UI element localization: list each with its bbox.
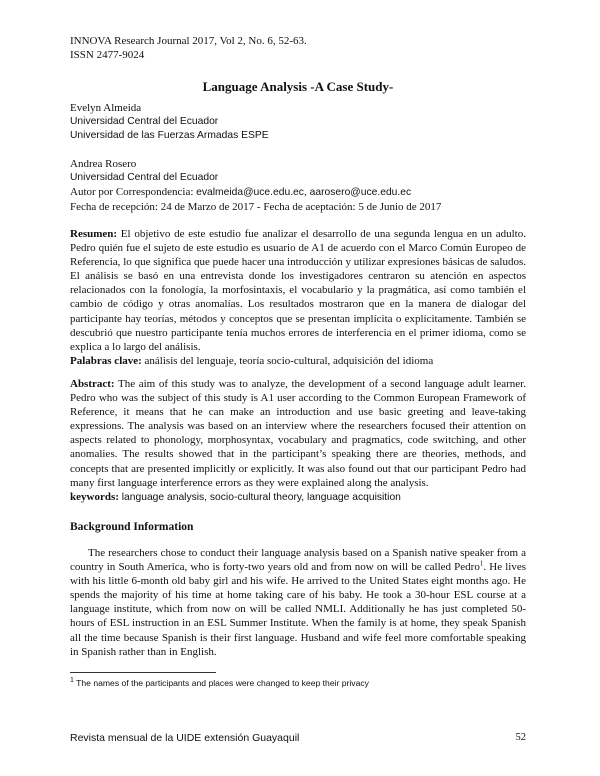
author-affiliation: Universidad Central del Ecuador	[70, 116, 219, 127]
keywords-label: keywords:	[70, 490, 119, 503]
paper-title: Language Analysis -A Case Study-	[202, 79, 394, 94]
author-name: Andrea Rosero	[70, 158, 137, 170]
palabras-clave: análisis del lenguaje, teoría socio-cultural, adquisición del idioma	[141, 354, 434, 367]
footer-journal: Revista mensual de la UIDE extensión Guayaquil	[70, 732, 300, 744]
footnote-mark: 1	[70, 677, 74, 685]
author-name: Evelyn Almeida	[70, 102, 142, 114]
footnote-ref[interactable]: 1	[479, 559, 484, 568]
author-affiliation: Universidad de las Fuerzas Armadas ESPE	[70, 130, 269, 141]
abstract-label: Abstract:	[70, 378, 115, 390]
background-heading: Background Information	[70, 521, 194, 533]
resumen-text: El objetivo de este estudio fue analizar el desarrollo de una segunda lengua en un adulto. Pedro quién fue el sujeto de este estudio es usuario de A1 de acuerdo con el Marco Común Europeo de Referencia, lo que significa que puede hacer una introducción y utilizar expresiones básicas de saludos. El análisis se basó en una entrevista donde los investigadores centraron su atención en aspectos relacionados con la fonología, la morfosintaxis, el vocabulario y la pragmática, así como también el cambio de código y otras anomalías. Los resultados mostraron que en la manera de dialogar del participante hay teorías, métodos y conceptos que se presentan implícita o explícitamente. También se descubrió que nuestro participante tenía muchos errores de interferencia en el primer idioma, como se explica a lo largo del análisis.	[70, 228, 526, 353]
page-footer	[70, 731, 526, 745]
palabras-clave-label: Palabras clave:	[70, 354, 142, 367]
background-body	[70, 546, 526, 659]
page-number: 52	[515, 732, 526, 743]
footnote	[70, 677, 526, 689]
dates-line: Fecha de recepción: 24 de Marzo de 2017 - Fecha de aceptación: 5 de Junio de 2017	[70, 201, 442, 213]
paragraph-text: The researchers chose to conduct their language analysis based on a Spanish native speaker from a country in South America, who is forty-two years old and from now on will be called Pedro	[70, 547, 526, 574]
footnote-text: The names of the participants and places were changed to keep their privacy	[73, 678, 369, 688]
correspondence-label: Autor por Correspondencia:	[70, 186, 197, 198]
background-paragraph	[70, 546, 526, 659]
correspondence-line	[70, 185, 526, 200]
keywords: language analysis, socio-cultural theory, language acquisition	[118, 491, 401, 503]
correspondence-emails: evalmeida@uce.edu.ec, aarosero@uce.edu.ec	[196, 187, 412, 198]
resumen-label: Resumen:	[70, 228, 118, 240]
palabras-clave-line	[70, 354, 526, 368]
journal-citation: INNOVA Research Journal 2017, Vol 2, No. 6, 52-63.	[70, 35, 307, 47]
author-block	[70, 101, 526, 214]
paragraph-text: . He lives with his little 6-month old baby girl and his wife. He arrived to the United States eight months ago. He spends the majority of his time at home taking care of his baby. He took a 30-hour ESL course at a language institute, which from now on will be called NMLI. Additionally he has just completed 50-hours of ESL instruction in an ESL Summer Institute. When the family is at home, they speak Spanish all the time because Spanish is their first language. Husband and wife feel more comfortable speaking in Spanish rather than in English.	[70, 561, 526, 658]
abstract-section	[70, 377, 526, 505]
author-affiliation: Universidad Central del Ecuador	[70, 172, 219, 183]
keywords-line	[70, 490, 526, 505]
footnote-rule	[70, 672, 216, 673]
issn: ISSN 2477-9024	[70, 49, 145, 61]
resumen-section	[70, 227, 526, 368]
abstract-text: The aim of this study was to analyze, the development of a second language adult learner. Pedro who was the subject of this study is A1 user according to the Common European Framework of Reference, it means that he can make an introduction and use basic greeting and leave-taking expressions. The analysis was based on an interview where the researchers focused their attention on aspects related to phonology, morphosyntax, vocabulary and pragmatics, code switching, and other anomalies. The results showed that in the participant’s speaking there are theories, methods, and concepts that are presented implicitly or explicitly. It was also found out that our participant Pedro had many first language interference errors as they were explained along the analysis.	[70, 378, 526, 489]
journal-header	[70, 34, 526, 62]
